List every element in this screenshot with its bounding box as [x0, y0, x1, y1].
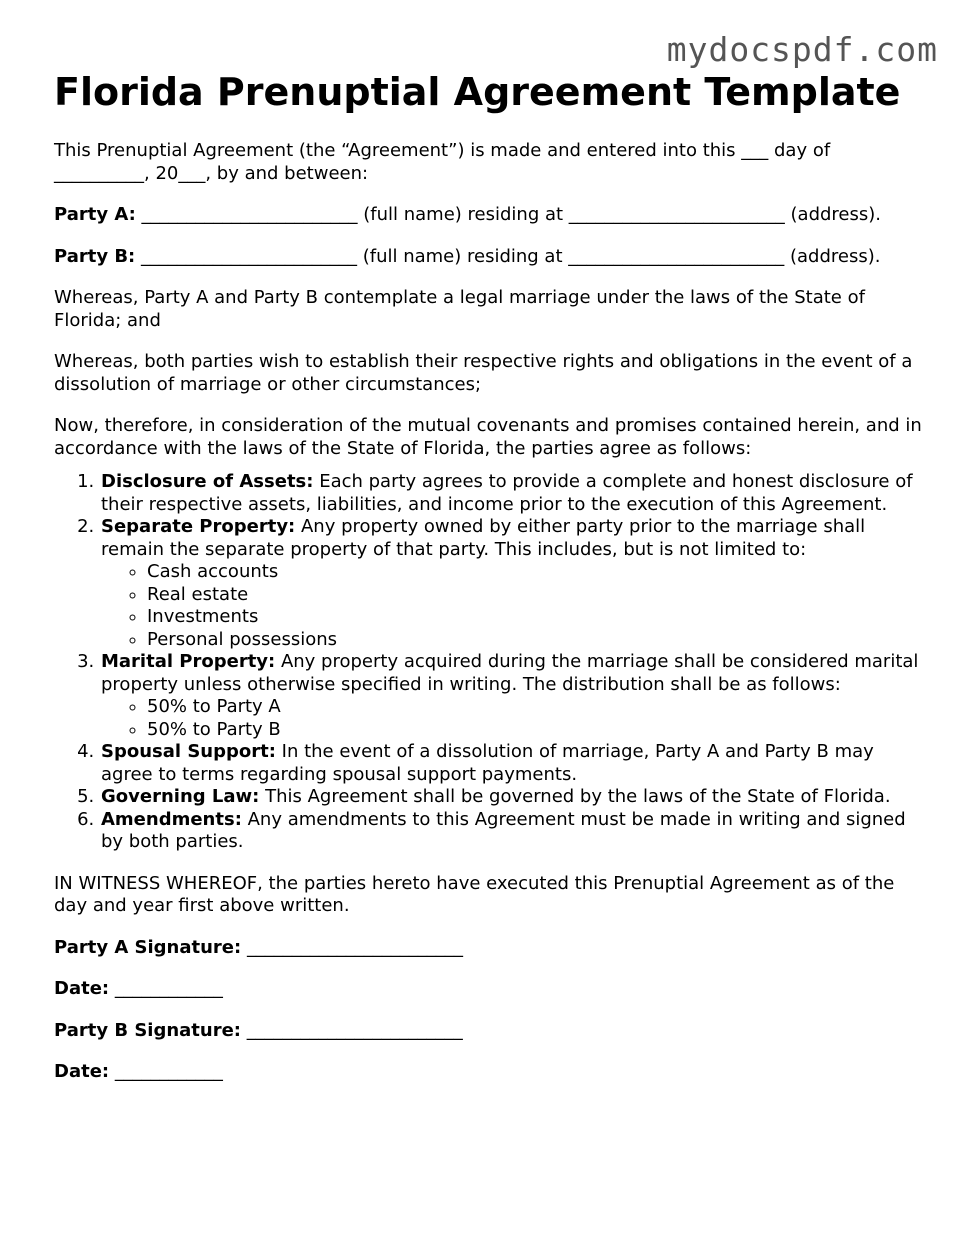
clause-text: Any property acquired during the marriage shall be considered marital property unless otherwise specified in writing. The distribution shall be as follows:	[101, 651, 919, 695]
date-a-blank: ____________	[109, 978, 223, 999]
clause-title: Amendments:	[101, 808, 242, 830]
whereas-paragraph-2: Whereas, both parties wish to establish their respective rights and obligations in the event of a dissolution of marriage or other circumstances;	[54, 351, 913, 395]
clause-list	[54, 471, 924, 854]
party-a-text: ________________________ (full name) residing at ________________________ (address).	[135, 204, 881, 225]
clause-title: Disclosure of Assets:	[101, 471, 314, 492]
clause-item	[100, 471, 924, 516]
party-b-label: Party B:	[54, 245, 136, 267]
clause-title: Governing Law:	[101, 786, 260, 807]
document	[54, 66, 924, 1103]
witness-paragraph: IN WITNESS WHEREOF, the parties hereto have executed this Prenuptial Agreement as of the day and year first above written.	[54, 872, 895, 916]
sub-list-item: ◦ Cash accounts	[147, 561, 924, 584]
clause-text: Any amendments to this Agreement must be made in writing and signed by both parties.	[101, 808, 906, 852]
clause-item	[100, 741, 924, 786]
clause-text: Each party agrees to provide a complete and honest disclosure of their respective assets, liabilities, and income prior to the execution of this Agreement.	[101, 471, 913, 515]
sub-list-item: ◦ 50% to Party A	[147, 696, 924, 719]
sub-list	[101, 561, 924, 651]
clause-item	[100, 516, 924, 651]
party-b-text: ________________________ (full name) residing at ________________________ (address).	[135, 245, 881, 267]
clause-title: Spousal Support:	[101, 741, 276, 762]
whereas-paragraph-1: Whereas, Party A and Party B contemplate a legal marriage under the laws of the State of Florida; and	[54, 287, 865, 331]
date-b-blank: ____________	[109, 1061, 223, 1082]
sub-list	[101, 696, 924, 741]
sub-list-item: ◦ Investments	[147, 606, 924, 629]
page-title: Florida Prenuptial Agreement Template	[54, 70, 901, 114]
party-b-signature-blank: ________________________	[241, 1019, 463, 1041]
watermark: mydocspdf.com	[666, 30, 938, 69]
party-a-line	[54, 204, 924, 227]
party-a-signature-label: Party A Signature:	[54, 936, 242, 958]
date-a-line	[54, 978, 924, 1001]
clause-item	[100, 809, 924, 854]
now-therefore-paragraph: Now, therefore, in consideration of the mutual covenants and promises contained herein, and in accordance with the laws of the State of Florida, the parties agree as follows:	[54, 415, 922, 459]
intro-paragraph: This Prenuptial Agreement (the “Agreement”) is made and entered into this ___ day of __________, 20___, by and between:	[54, 140, 831, 184]
sub-list-item: ◦ Real estate	[147, 584, 924, 607]
clause-text: Any property owned by either party prior to the marriage shall remain the separate property of that party. This includes, but is not limited to:	[101, 516, 866, 560]
party-b-signature-line	[54, 1020, 924, 1043]
clause-item	[100, 651, 924, 741]
party-b-signature-label: Party B Signature:	[54, 1019, 242, 1041]
date-b-label: Date:	[54, 1061, 110, 1082]
date-b-line	[54, 1061, 924, 1084]
clause-text: In the event of a dissolution of marriage, Party A and Party B may agree to terms regarding spousal support payments.	[101, 741, 874, 785]
party-a-signature-line	[54, 937, 924, 960]
clause-text: This Agreement shall be governed by the laws of the State of Florida.	[259, 786, 891, 807]
sub-list-item: ◦ Personal possessions	[147, 629, 924, 652]
clause-title: Separate Property:	[101, 516, 296, 537]
clause-title: Marital Property:	[101, 651, 276, 672]
party-a-label: Party A:	[54, 204, 136, 225]
party-b-line	[54, 246, 924, 269]
clause-item	[100, 786, 924, 809]
date-a-label: Date:	[54, 978, 110, 999]
party-a-signature-blank: ________________________	[241, 936, 463, 958]
sub-list-item: ◦ 50% to Party B	[147, 719, 924, 742]
